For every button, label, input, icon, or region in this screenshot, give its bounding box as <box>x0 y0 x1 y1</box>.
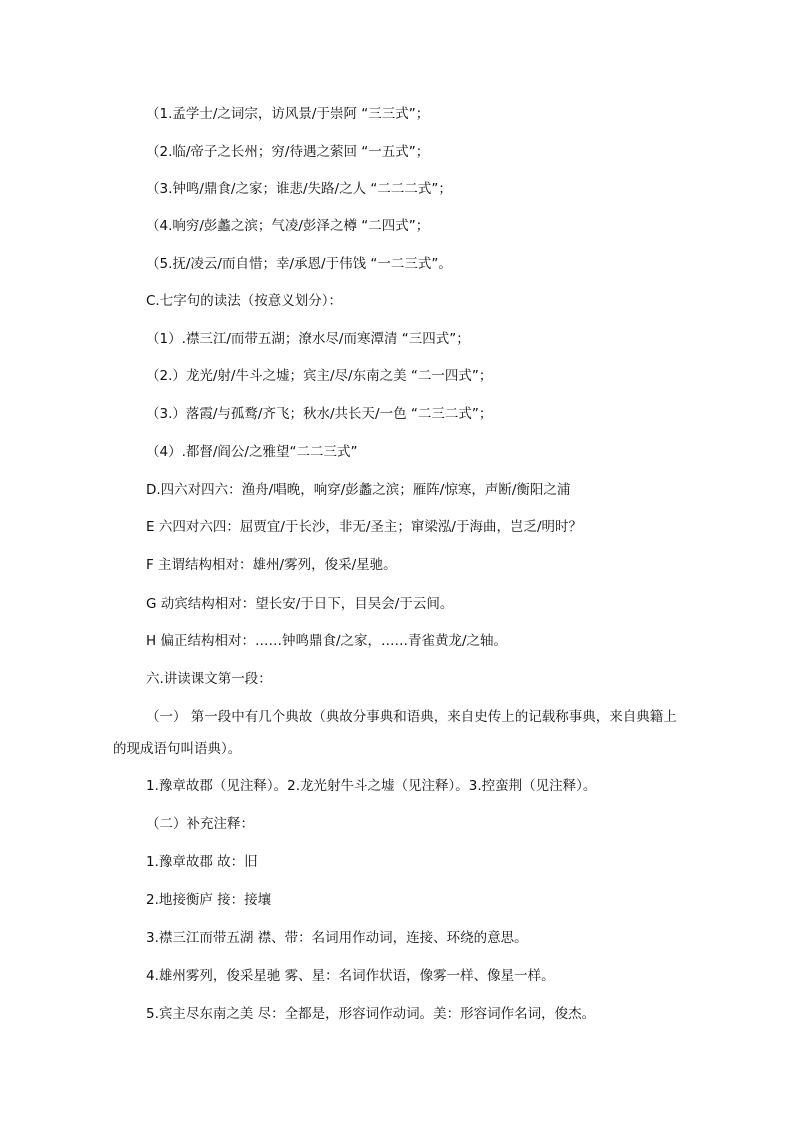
text-line: 5.宾主尽东南之美 尽：全都是，形容词作动词。美：形容词作名词，俊杰。 <box>146 1006 596 1022</box>
text-line: 六.讲读课文第一段： <box>146 671 272 687</box>
text-line: H 偏正结构相对：……钟鸣鼎食/之家，……青雀黄龙/之轴。 <box>146 633 508 649</box>
text-line: （1.孟学士/之词宗，访风景/于崇阿 “三三式”； <box>146 106 430 122</box>
text-line: （5.抚/凌云/而自惜；幸/承恩/于伟饯 “一二三式”。 <box>146 256 452 272</box>
text-line: F 主谓结构相对：雄州/雾列，俊采/星驰。 <box>146 557 397 573</box>
text-line: （3.）落霞/与孤鹜/齐飞；秋水/共长天/一色 “二三二式”； <box>146 406 493 422</box>
text-line: 1.豫章故郡 故：旧 <box>146 854 258 870</box>
text-line: （4.响穷/彭蠡之滨；气凌/彭泽之樽 “二四式”； <box>146 218 430 234</box>
text-line: 4.雄州雾列，俊采星驰 雾、星：名词作状语，像雾一样、像星一样。 <box>146 968 555 984</box>
text-line: C.七字句的读法（按意义划分）： <box>146 293 342 309</box>
text-line: 2.地接衡庐 接：接壤 <box>146 892 272 908</box>
text-line: G 动宾结构相对：望长安/于日下，目吴会/于云间。 <box>146 596 454 612</box>
text-paragraph: （一） 第一段中有几个典故（典故分事典和语典，来自史传上的记载称事典，来自典籍上的现成语句叫语典）。 <box>113 709 677 757</box>
text-line: （1）.襟三江/而带五湖；潦水尽/而寒潭清 “三四式”； <box>146 331 470 347</box>
text-line: D.四六对四六：渔舟/唱晚，响穿/彭蠡之滨；雁阵/惊寒，声断/衡阳之浦 <box>146 482 571 498</box>
text-line: （2.临/帝子之长州；穷/待遇之萦回 “一五式”； <box>146 144 430 160</box>
text-line: （3.钟鸣/鼎食/之家；谁悲/失路/之人 “二二二式”； <box>146 181 452 197</box>
text-line: （二）补充注释： <box>146 816 254 832</box>
text-line: 3.襟三江而带五湖 襟、带：名词用作动词，连接、环绕的意思。 <box>146 930 528 946</box>
text-line: E 六四对六四：屈贾宜/于长沙，非无/圣主；窜梁泓/于海曲，岂乏/明时？ <box>146 519 583 535</box>
text-line: （2.）龙光/射/牛斗之墟；宾主/尽/东南之美 “二一四式”； <box>146 368 493 384</box>
text-line: （4）.都督/阎公/之雅望“二二三式” <box>146 444 358 460</box>
text-line: 1.豫章故郡（见注释）。2.龙光射牛斗之墟（见注释）。3.控蛮荆（见注释）。 <box>146 778 597 794</box>
